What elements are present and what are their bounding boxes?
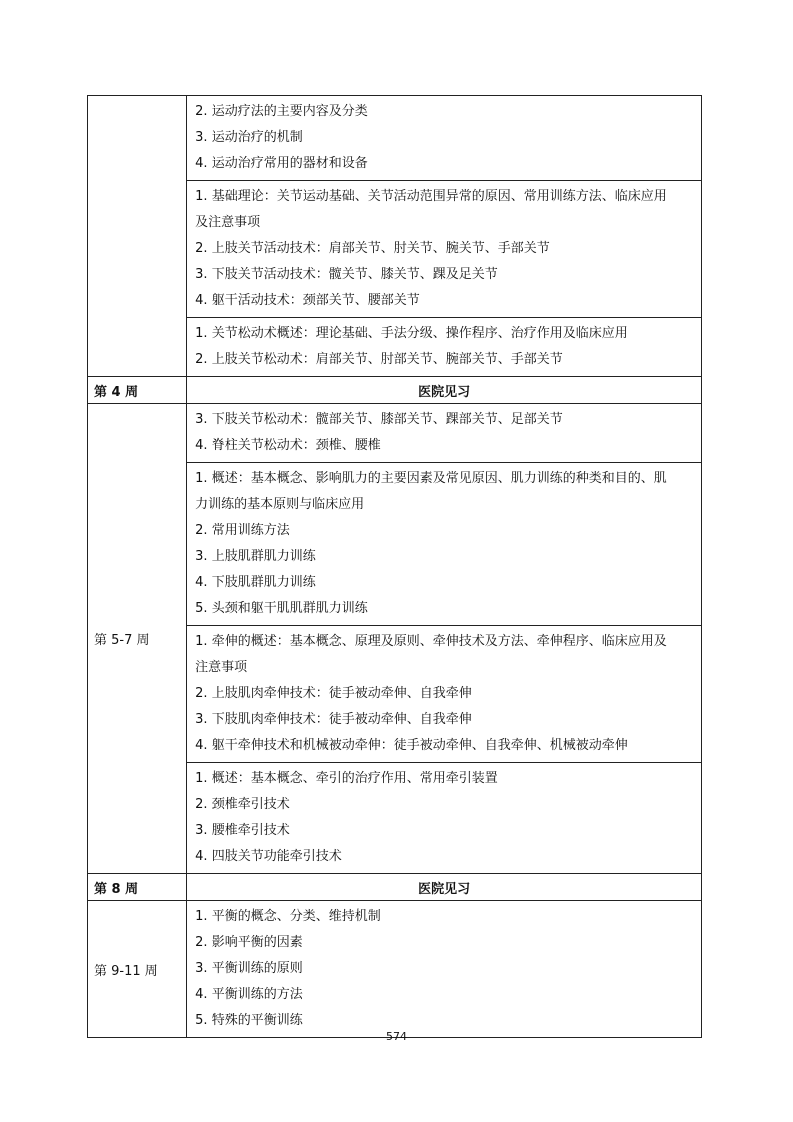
table-row (88, 874, 702, 901)
content-line: 4. 脊柱关节松动术：颈椎、腰椎 (195, 438, 381, 453)
week-cell (88, 96, 187, 377)
content-line: 1. 牵伸的概述：基本概念、原理及原则、牵伸技术及方法、牵伸程序、临床应用及 (195, 634, 667, 649)
content-block (187, 901, 702, 1038)
content-line: 2. 上肢关节松动术：肩部关节、肘部关节、腕部关节、手部关节 (195, 352, 563, 367)
content-line: 3. 下肢肌肉牵伸技术：徒手被动牵伸、自我牵伸 (195, 712, 472, 727)
content-line: 3. 运动治疗的机制 (195, 130, 303, 145)
content-line: 4. 运动治疗常用的器材和设备 (195, 156, 368, 171)
content-line: 2. 上肢关节活动技术：肩部关节、肘关节、腕关节、手部关节 (195, 241, 550, 256)
content-block (187, 626, 702, 763)
content-block (187, 404, 702, 463)
content-line: 4. 躯干活动技术：颈部关节、腰部关节 (195, 293, 420, 308)
table-row (88, 96, 702, 181)
content-line: 4. 四肢关节功能牵引技术 (195, 849, 342, 864)
content-line: 4. 下肢肌群肌力训练 (195, 575, 316, 590)
table-row (88, 377, 702, 404)
page-number: 574 (386, 1030, 407, 1043)
content-line: 1. 关节松动术概述：理论基础、手法分级、操作程序、治疗作用及临床应用 (195, 326, 628, 341)
content-block (187, 463, 702, 626)
content-line: 4. 躯干牵伸技术和机械被动牵伸：徒手被动牵伸、自我牵伸、机械被动牵伸 (195, 738, 628, 753)
content-line: 及注意事项 (195, 215, 261, 230)
content-line: 5. 头颈和躯干肌肌群肌力训练 (195, 601, 368, 616)
content-line: 3. 下肢关节活动技术：髋关节、膝关节、踝及足关节 (195, 267, 498, 282)
content-line: 注意事项 (195, 660, 248, 675)
week-cell: 第 9-11 周 (88, 901, 187, 1038)
schedule-table (87, 95, 702, 1038)
content-line: 1. 基础理论：关节运动基础、关节活动范围异常的原因、常用训练方法、临床应用 (195, 189, 667, 204)
content-line: 2. 影响平衡的因素 (195, 935, 303, 950)
content-line: 力训练的基本原则与临床应用 (195, 497, 365, 512)
content-line: 4. 平衡训练的方法 (195, 987, 303, 1002)
content-line: 1. 概述：基本概念、牵引的治疗作用、常用牵引装置 (195, 771, 498, 786)
hospital-practice-banner: 医院见习 (187, 874, 702, 901)
content-block (187, 96, 702, 181)
content-line: 1. 平衡的概念、分类、维持机制 (195, 909, 381, 924)
table-row (88, 901, 702, 1038)
table-row (88, 404, 702, 463)
hospital-practice-banner: 医院见习 (187, 377, 702, 404)
content-line: 2. 运动疗法的主要内容及分类 (195, 104, 368, 119)
content-block (187, 181, 702, 318)
content-line: 2. 上肢肌肉牵伸技术：徒手被动牵伸、自我牵伸 (195, 686, 472, 701)
content-line: 2. 常用训练方法 (195, 523, 290, 538)
content-line: 3. 下肢关节松动术：髋部关节、膝部关节、踝部关节、足部关节 (195, 412, 563, 427)
week-cell: 第 8 周 (88, 874, 187, 901)
content-line: 3. 腰椎牵引技术 (195, 823, 290, 838)
content-line: 2. 颈椎牵引技术 (195, 797, 290, 812)
content-block (187, 318, 702, 377)
content-line: 3. 平衡训练的原则 (195, 961, 303, 976)
week-cell: 第 4 周 (88, 377, 187, 404)
content-block (187, 763, 702, 874)
content-line: 3. 上肢肌群肌力训练 (195, 549, 316, 564)
week-cell: 第 5-7 周 (88, 404, 187, 874)
content-line: 1. 概述：基本概念、影响肌力的主要因素及常见原因、肌力训练的种类和目的、肌 (195, 471, 667, 486)
content-line: 5. 特殊的平衡训练 (195, 1013, 303, 1028)
